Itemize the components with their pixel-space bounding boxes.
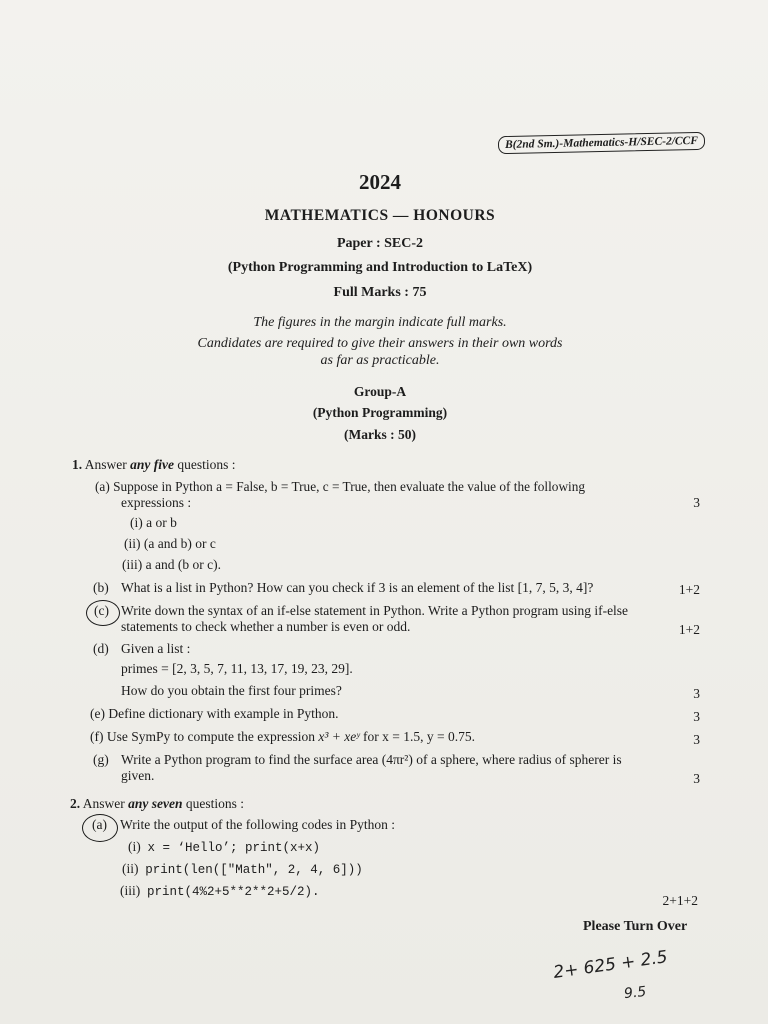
q2a-part-iii-label: (iii): [120, 883, 141, 898]
q2a-part-iii-code: print(4%2+5**2**2+5/2).: [147, 885, 320, 899]
paper-title: (Python Programming and Introduction to LaTeX): [227, 260, 533, 275]
q2a-part-ii-code: print(len(["Math", 2, 4, 6])): [145, 863, 363, 877]
q1c-marks: 1+2: [678, 622, 700, 637]
q1f-marks: 3: [693, 732, 700, 747]
q1d-line3: How do you obtain the first four primes?: [121, 683, 342, 698]
q1d-line2: primes = [2, 3, 5, 7, 11, 13, 17, 19, 23, 29].: [121, 661, 353, 676]
q1f-pre: (f) Use SymPy to compute the expression: [90, 729, 319, 744]
q1b-marks: 1+2: [678, 582, 700, 597]
q1e-text: (e) Define dictionary with example in Python.: [90, 706, 339, 721]
q1g-label: (g): [93, 752, 109, 767]
q1f-expression: x³ + xeʸ: [318, 729, 360, 744]
q1c-label: (c): [94, 603, 109, 618]
q2a-text: Write the output of the following codes in Python :: [120, 817, 396, 832]
question-number: 2.: [70, 796, 81, 811]
q1a-line2: expressions :: [121, 495, 192, 510]
question-1-heading: [72, 457, 236, 473]
group-marks: (Marks : 50): [344, 427, 416, 442]
q1g-marks: 3: [693, 771, 700, 786]
please-turn-over: Please Turn Over: [583, 919, 688, 934]
q1b-label: (b): [93, 580, 109, 595]
q2a-label: (a): [92, 817, 107, 832]
q1a-line1: (a) Suppose in Python a = False, b = True, c = True, then evaluate the value of the following: [95, 479, 586, 494]
q1g-line1: Write a Python program to find the surface area (4πr²) of a sphere, where radius of spherer is: [121, 752, 622, 767]
q1c-line1: Write down the syntax of an if-else statement in Python. Write a Python program using if-else: [121, 603, 629, 618]
paper-code-box: B(2nd Sm.)-Mathematics-H/SEC-2/CCF: [498, 132, 705, 154]
group-name: Group-A: [353, 384, 407, 399]
instruction-line-2: Candidates are required to give their answers in their own words: [197, 336, 563, 351]
question-lead: Answer: [82, 796, 125, 811]
q2a-part-i: [128, 839, 320, 855]
q2a-part-iii: [120, 883, 320, 899]
q1a-part-ii: (ii) (a and b) or c: [124, 536, 216, 551]
subject-title: MATHEMATICS — HONOURS: [264, 207, 496, 224]
q1f-post: for x = 1.5, y = 0.75.: [363, 729, 476, 744]
question-2-heading: [70, 796, 244, 812]
question-lead-end: questions :: [185, 796, 245, 811]
q2a-part-ii-label: (ii): [122, 861, 139, 876]
group-topic: (Python Programming): [312, 405, 448, 420]
q2a-part-ii: [122, 861, 363, 877]
question-choice: any seven: [128, 796, 183, 811]
handwritten-result: 9.5: [623, 983, 648, 1003]
q1g-line2: given.: [121, 768, 155, 783]
exam-year: 2024: [359, 170, 401, 194]
q2a-part-i-label: (i): [128, 839, 141, 854]
instruction-line-3: as far as practicable.: [320, 353, 440, 368]
q1d-line1: Given a list :: [121, 641, 191, 656]
question-lead: Answer: [84, 457, 127, 472]
paper-name: Paper : SEC-2: [336, 236, 424, 251]
question-lead-end: questions :: [177, 457, 236, 472]
question-choice: any five: [130, 457, 174, 472]
q1e-marks: 3: [693, 709, 700, 724]
q2a-marks: 2+1+2: [662, 893, 698, 908]
q2a-part-i-code: x = ‘Hello’; print(x+x): [147, 841, 321, 855]
q1d-marks: 3: [693, 686, 700, 701]
full-marks: Full Marks : 75: [333, 285, 427, 300]
handwritten-calculation: 2+ 625 + 2.5: [552, 947, 669, 983]
q1d-label: (d): [93, 641, 109, 656]
question-number: 1.: [72, 457, 83, 472]
q1a-part-i: (i) a or b: [130, 515, 177, 530]
q1a-part-iii: (iii) a and (b or c).: [122, 557, 221, 572]
q1f-text: [90, 729, 475, 745]
instruction-line-1: The figures in the margin indicate full marks.: [253, 315, 507, 330]
q1a-marks: 3: [693, 495, 700, 510]
q1b-text: What is a list in Python? How can you check if 3 is an element of the list [1, 7, 5, 3, 4]?: [121, 580, 594, 595]
q1c-line2: statements to check whether a number is even or odd.: [121, 619, 411, 634]
